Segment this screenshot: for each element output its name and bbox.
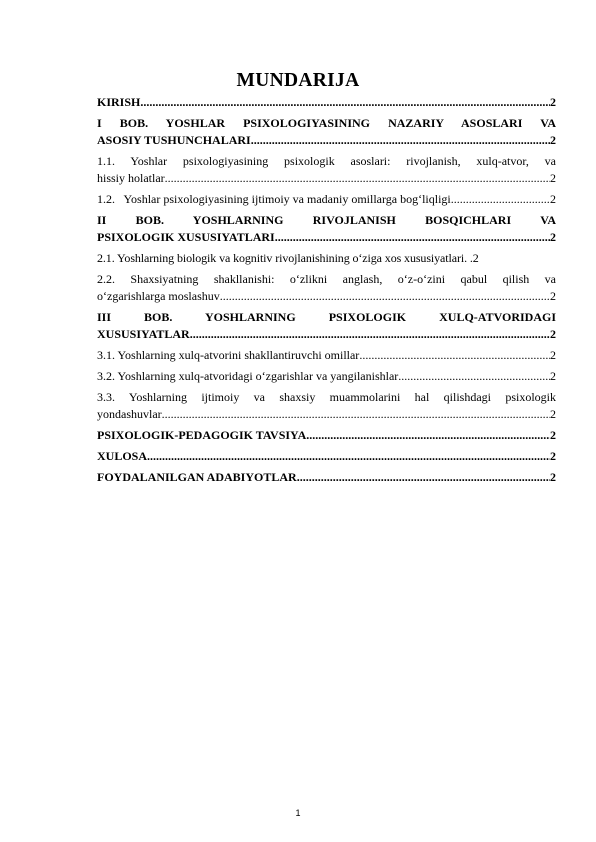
dot-leader [147, 448, 550, 465]
toc-entry-title-line-1: 1.1. Yoshlar psixologiyasining psixologik asoslari: rivojlanish, xulq-atvor, va [97, 154, 556, 168]
toc-line [97, 288, 556, 305]
toc-entry-3-2[interactable] [97, 368, 556, 385]
dot-leader [275, 229, 550, 246]
toc-entry-title-line-1: III BOB. YOSHLARNING PSIXOLOGIK XULQ-ATVORIDAGI [97, 310, 556, 324]
toc-entry-title-line-1: II BOB. YOSHLARNING RIVOJLANISH BOSQICHLARI VA [97, 213, 556, 227]
toc-page-number: 2 [550, 428, 556, 442]
toc-entry-title: 2.1. Yoshlarning biologik va kognitiv rivojlanishining o‘ziga xos xususiyatlari. . [97, 251, 473, 265]
toc-page-number: 2 [550, 171, 556, 185]
toc-page-number: 2 [550, 289, 556, 303]
toc-entry-chapter-1[interactable] [97, 115, 556, 149]
page-title: MUNDARIJA [236, 70, 360, 91]
toc-entry-1-1[interactable] [97, 153, 556, 187]
dot-leader [251, 132, 550, 149]
toc-entry-title-line-2: o‘zgarishlarga moslashuv [97, 289, 220, 303]
toc-entry-2-2[interactable] [97, 271, 556, 305]
toc-page-number: 2 [550, 348, 556, 362]
toc-line [97, 250, 556, 267]
toc-entry-title: XULOSA [97, 449, 148, 463]
toc-entry-chapter-2[interactable] [97, 212, 556, 246]
toc-entry-chapter-3[interactable] [97, 309, 556, 343]
toc-entry-kirish[interactable] [97, 94, 556, 111]
toc-page-number: 2 [550, 192, 556, 206]
dot-leader [297, 469, 550, 486]
toc-entry-title: 3.1. Yoshlarning xulq-atvorini shakllantiruvchi omillar [97, 348, 360, 362]
toc-page-number: 2 [550, 407, 556, 421]
toc-entry-title: FOYDALANILGAN ADABIYOTLAR [97, 470, 297, 484]
toc-entry-title-line-2: yondashuvlar [97, 407, 162, 421]
toc-line [97, 347, 556, 364]
toc-entry-title-line-2: XUSUSIYATLAR [97, 327, 190, 341]
toc-page-number: 2 [472, 251, 479, 265]
toc-entry-title: 1.2. Yoshlar psixologiyasining ijtimoiy va madaniy omillarga bog‘liqligi [97, 192, 451, 206]
toc-page-number: 2 [550, 327, 556, 341]
toc-line [97, 229, 556, 246]
toc-page-number: 2 [550, 449, 556, 463]
dot-leader [398, 368, 550, 385]
toc-entry-title: KIRISH [97, 95, 141, 109]
toc-entry-1-2[interactable] [97, 191, 556, 208]
toc-entry-title: PSIXOLOGIK-PEDAGOGIK TAVSIYA [97, 428, 307, 442]
dot-leader [451, 191, 550, 208]
toc-line [97, 132, 556, 149]
toc-line [97, 94, 556, 111]
toc-entry-title-line-2: ASOSIY TUSHUNCHALARI [97, 133, 251, 147]
dot-leader [220, 288, 550, 305]
toc-page-number: 2 [550, 230, 556, 244]
dot-leader [306, 427, 550, 444]
toc-line [97, 326, 556, 343]
dot-leader [190, 326, 550, 343]
dot-leader [359, 347, 550, 364]
toc-line [97, 368, 556, 385]
toc-line [97, 469, 556, 486]
toc-line [97, 448, 556, 465]
toc-entry-adabiyotlar[interactable] [97, 469, 556, 486]
toc-line [97, 406, 556, 423]
toc-entry-tavsiya[interactable] [97, 427, 556, 444]
toc-entry-title-line-1: 3.3. Yoshlarning ijtimoiy va shaxsiy muammolarini hal qilishdagi psixologik [97, 390, 556, 404]
toc-page-number: 2 [550, 95, 556, 109]
toc-entry-3-3[interactable] [97, 389, 556, 423]
toc-line [97, 427, 556, 444]
dot-leader [162, 406, 550, 423]
toc-entry-title-line-2: hissiy holatlar [97, 171, 165, 185]
toc-entry-2-1[interactable] [97, 250, 556, 267]
toc-line [97, 170, 556, 187]
dot-leader [140, 94, 550, 111]
toc-page-number: 2 [550, 369, 556, 383]
toc-entry-title-line-1: I BOB. YOSHLAR PSIXOLOGIYASINING NAZARIY ASOSLARI VA [97, 116, 556, 130]
toc-page-number: 2 [550, 470, 556, 484]
toc-page-number: 2 [550, 133, 556, 147]
toc-entry-xulosa[interactable] [97, 448, 556, 465]
toc-entry-title-line-1: 2.2. Shaxsiyatning shakllanishi: o‘zlikni anglash, o‘z-o‘zini qabul qilish va [97, 272, 556, 286]
dot-leader [165, 170, 550, 187]
toc-entry-title: 3.2. Yoshlarning xulq-atvoridagi o‘zgarishlar va yangilanishlar [97, 369, 399, 383]
toc-entry-title-line-2: PSIXOLOGIK XUSUSIYATLARI [97, 230, 275, 244]
table-of-contents [97, 94, 556, 490]
toc-line [97, 191, 556, 208]
page-number-footer: 1 [295, 808, 301, 818]
toc-entry-3-1[interactable] [97, 347, 556, 364]
